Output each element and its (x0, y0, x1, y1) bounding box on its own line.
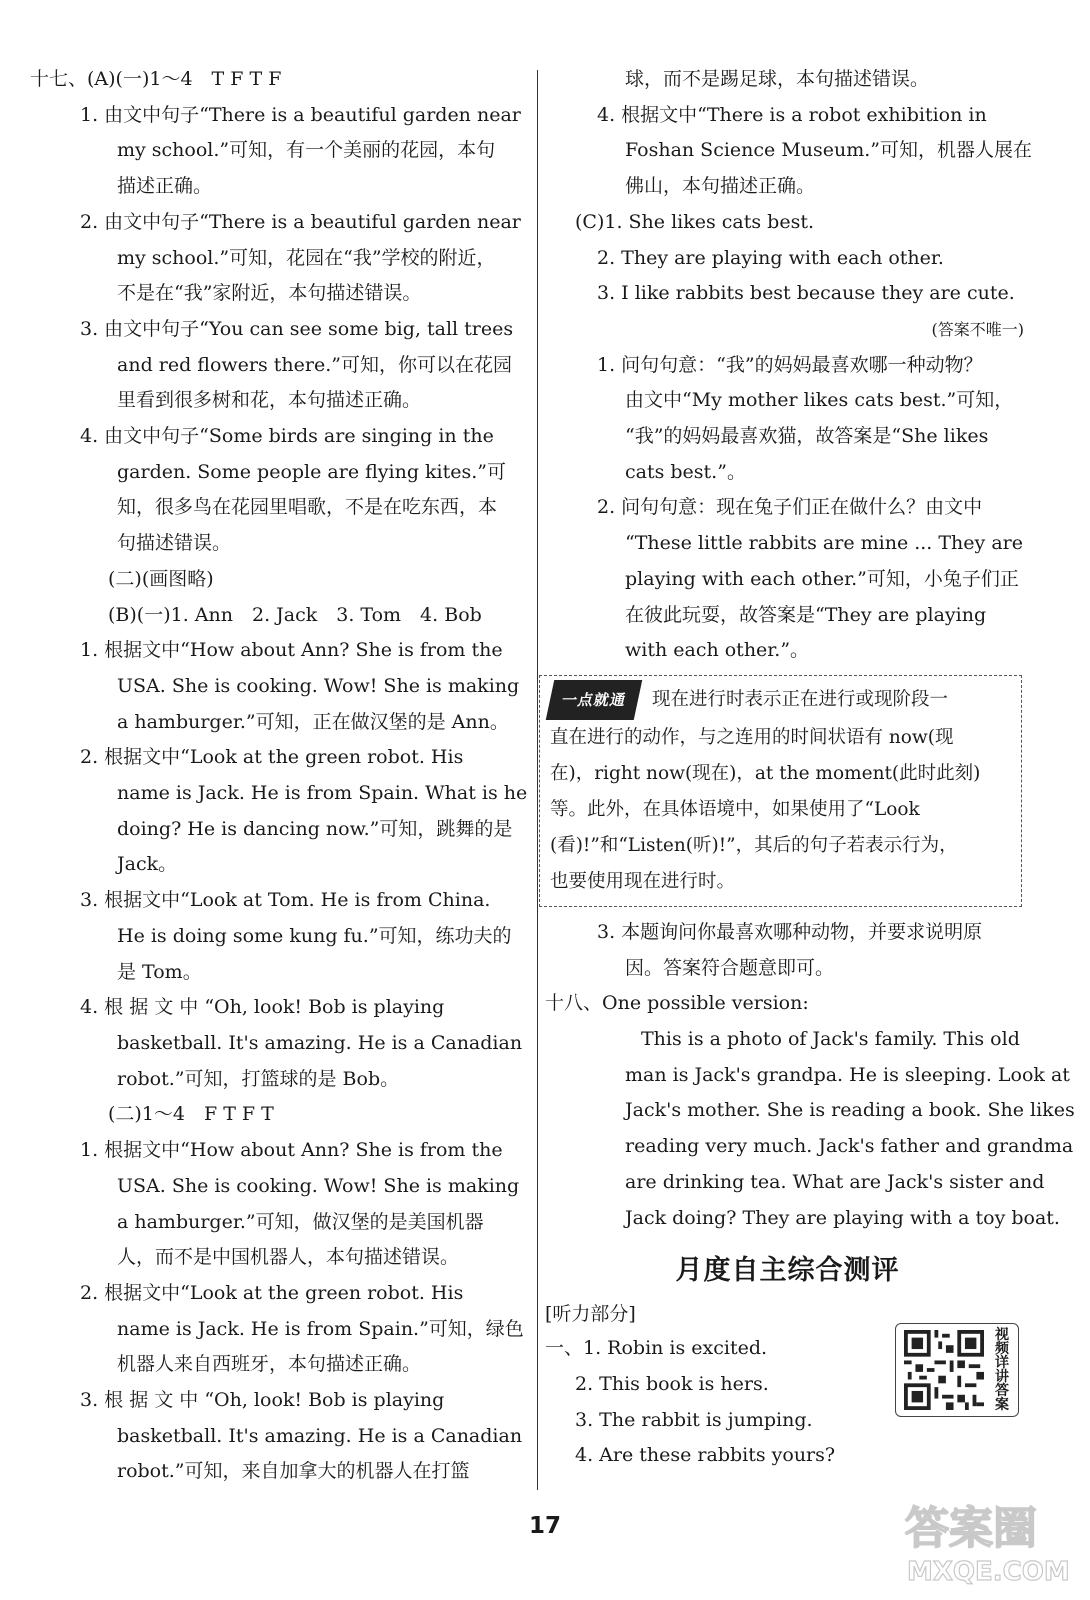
right_top-line: “These little rabbits are mine ... They are (625, 532, 1023, 555)
left-line: 2. 由文中句子“There is a beautiful garden near (80, 210, 521, 233)
listening-line: 4. Are these rabbits yours? (575, 1444, 836, 1467)
left-line: 里看到很多树和花，本句描述正确。 (117, 389, 422, 412)
left-line: 句描述错误。 (117, 532, 232, 555)
right_top-line: with each other.”。 (625, 639, 810, 662)
left-line: 不是在“我”家附近，本句描述错误。 (117, 282, 422, 305)
right_top-line: 1. 问句句意：“我”的妈妈最喜欢哪一种动物？ (597, 353, 983, 376)
qr-code-box[interactable] (895, 1323, 1019, 1417)
tip-line: (看)!”和“Listen(听)!”，其后的句子若表示行为， (550, 834, 958, 856)
left-line: USA. She is cooking. Wow! She is making (117, 674, 520, 697)
listening-label: [听力部分] (545, 1303, 636, 1326)
left-line: (二)(画图略) (108, 567, 214, 590)
left-line: (B)(一)1. Ann 2. Jack 3. Tom 4. Bob (108, 603, 482, 626)
left-line: (二)1～4 F T F T (108, 1103, 274, 1126)
left-line: 1. 由文中句子“There is a beautiful garden near (80, 103, 521, 126)
right_bottom-line: This is a photo of Jack's family. This old (641, 1028, 1020, 1051)
right_top-line: 佛山，本句描述正确。 (625, 175, 816, 198)
tip-line: 现在进行时表示正在进行或现阶段一 (652, 688, 949, 710)
left-line: 3. 由文中句子“You can see some big, tall trees (80, 317, 514, 340)
page-number: 17 (528, 1513, 561, 1539)
right_top-line: Foshan Science Museum.”可知，机器人展在 (625, 139, 1033, 162)
left-line: 是 Tom。 (117, 960, 202, 983)
watermark-cn: 答案圈 (905, 1503, 1037, 1554)
watermark-en: MXQE.COM (907, 1557, 1070, 1587)
right_top-line: 2. 问句句意：现在兔子们正在做什么？由文中 (597, 496, 983, 519)
left-line: 描述正确。 (117, 175, 213, 198)
listening-line: 一、1. Robin is excited. (545, 1337, 768, 1360)
right_bottom-line: reading very much. Jack's father and grandma (625, 1135, 1074, 1158)
tip-tag: 一点就通 (546, 680, 643, 720)
left-line: 1. 根据文中“How about Ann? She is from the (80, 639, 503, 662)
left-line: my school.”可知，有一个美丽的花园，本句 (117, 139, 496, 162)
watermark-logo (895, 1488, 1075, 1588)
left-line: garden. Some people are flying kites.”可 (117, 460, 507, 483)
right_top-line: 由文中“My mother likes cats best.”可知， (625, 389, 1014, 412)
left-line: USA. She is cooking. Wow! She is making (117, 1174, 520, 1197)
left-line: 2. 根据文中“Look at the green robot. His (80, 1281, 464, 1304)
left-line: a hamburger.”可知，正在做汉堡的是 Ann。 (117, 710, 509, 733)
left-line: He is doing some kung fu.”可知，练功夫的 (117, 924, 512, 947)
right_top-line: 球，而不是踢足球，本句描述错误。 (625, 68, 930, 90)
left-line: 4. 由文中句子“Some birds are singing in the (80, 425, 494, 448)
left-line: doing? He is dancing now.”可知，跳舞的是 (117, 817, 513, 840)
left-line: my school.”可知，花园在“我”学校的附近， (117, 246, 496, 269)
qr-code-icon (903, 1330, 985, 1410)
right_top-line: cats best.”。 (625, 460, 746, 483)
tip-rest (550, 720, 1011, 900)
right-answers-bottom (545, 915, 1075, 1236)
tip-box (539, 675, 1022, 907)
left-column (30, 62, 530, 1490)
right_top-line: 4. 根据文中“There is a robot exhibition in (597, 103, 987, 126)
tip-line: 也要使用现在进行时。 (550, 870, 736, 892)
qr-label: 视频详讲答案 (995, 1327, 1009, 1413)
tip-first-line (550, 680, 1011, 720)
left-line: name is Jack. He is from Spain.”可知，绿色 (117, 1317, 524, 1340)
right_bottom-line: are drinking tea. What are Jack's sister and (625, 1170, 1045, 1193)
right_top-line: 2. They are playing with each other. (597, 246, 944, 269)
right_top-line: (C)1. She likes cats best. (575, 210, 814, 233)
left-line: 3. 根 据 文 中 “Oh, look! Bob is playing (80, 1389, 445, 1412)
right_top-line: 3. I like rabbits best because they are cute. (597, 282, 1015, 305)
right_top-line: playing with each other.”可知，小兔子们正 (625, 567, 1019, 590)
left-line: name is Jack. He is from Spain. What is he (117, 782, 528, 805)
right_bottom-line: Jack doing? They are playing with a toy boat. (625, 1206, 1060, 1229)
left-line: robot.”可知，来自加拿大的机器人在打篮 (117, 1460, 470, 1483)
left-line: basketball. It's amazing. He is a Canadian (117, 1031, 523, 1054)
right_top-line: 在彼此玩耍，故答案是“They are playing (625, 603, 987, 626)
left-line: 十七、(A)(一)1～4 T F T F (30, 68, 282, 90)
left-line: 4. 根 据 文 中 “Oh, look! Bob is playing (80, 996, 445, 1019)
tip-line: 等。此外，在具体语境中，如果使用了“Look (550, 798, 920, 820)
left-line: 1. 根据文中“How about Ann? She is from the (80, 1139, 503, 1162)
right-answers-top (545, 62, 1033, 669)
left-line: 机器人来自西班牙，本句描述正确。 (117, 1353, 422, 1376)
right_bottom-line: 因。答案符合题意即可。 (625, 956, 835, 979)
left-line: 知，很多鸟在花园里唱歌，不是在吃东西，本 (117, 496, 498, 519)
left-line: basketball. It's amazing. He is a Canadian (117, 1424, 523, 1447)
left-line: a hamburger.”可知，做汉堡的是美国机器 (117, 1210, 484, 1233)
right_bottom-line: 十八、One possible version: (545, 992, 809, 1015)
tip-line: 在)，right now(现在)，at the moment(此时此刻) (550, 762, 981, 784)
right_top-line: “我”的妈妈最喜欢猫，故答案是“She likes (625, 425, 989, 448)
right_bottom-line: 3. 本题询问你最喜欢哪种动物，并要求说明原 (597, 920, 983, 943)
right_top-line: (答案不唯一) (931, 319, 1024, 339)
left-line: 人，而不是中国机器人，本句描述错误。 (117, 1246, 460, 1269)
tip-line: 直在进行的动作，与之连用的时间状语有 now(现 (550, 726, 954, 748)
listening-line: 2. This book is hers. (575, 1372, 769, 1395)
left-line: Jack。 (117, 853, 178, 876)
right_bottom-line: Jack's mother. She is reading a book. She likes (625, 1099, 1075, 1122)
column-divider (537, 70, 538, 1490)
section-title: 月度自主综合测评 (675, 1255, 900, 1287)
left-line: 2. 根据文中“Look at the green robot. His (80, 746, 464, 769)
listening-line: 3. The rabbit is jumping. (575, 1408, 813, 1431)
left-line: and red flowers there.”可知，你可以在花园 (117, 353, 512, 376)
right-column (545, 62, 1075, 1474)
right_bottom-line: man is Jack's grandpa. He is sleeping. Look at (625, 1063, 1070, 1086)
left-line: robot.”可知，打篮球的是 Bob。 (117, 1067, 400, 1090)
left-line: 3. 根据文中“Look at Tom. He is from China. (80, 889, 491, 912)
